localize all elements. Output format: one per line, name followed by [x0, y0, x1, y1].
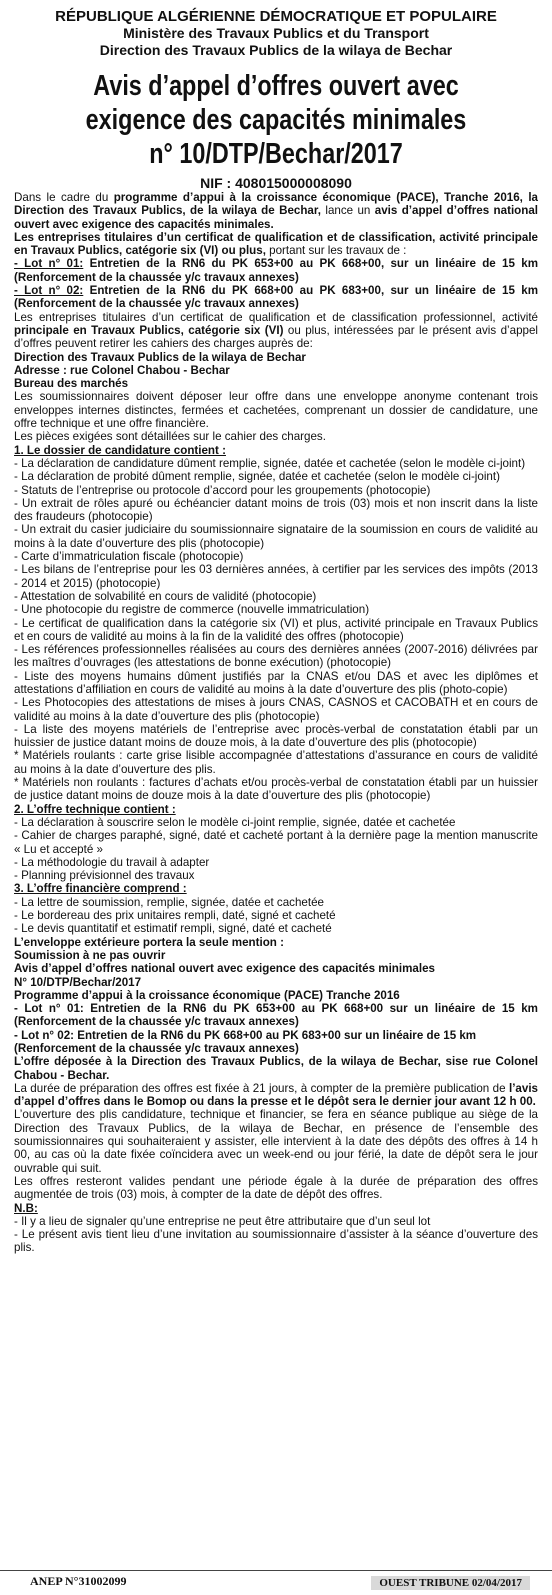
text-span: portant sur les travaux de : [265, 244, 407, 258]
envelope-lot-2-detail: (Renforcement de la chaussée y/c travaux annexes) [14, 1042, 299, 1055]
list-item: - Les références professionnelles réalisées au cours des dernières années (2007-2016) délivrées par les maîtres d’ouvrages (les attestations de bonne exécution) (photocopie) [14, 643, 538, 670]
list-item: - La déclaration de candidature dûment remplie, signée, datée et cachetée (selon le modèle ci-joint) [14, 456, 526, 470]
notice-page [14, 8, 538, 1255]
lot-label: - Lot n° 01: [14, 257, 84, 271]
notice-title [14, 69, 538, 191]
lot-label: - Lot n° 02: [14, 284, 84, 298]
footer [0, 1570, 552, 1595]
address-direction: Direction des Travaux Publics de la wilaya de Bechar [14, 350, 306, 364]
list-item: - La méthodologie du travail à adapter [14, 855, 210, 869]
address-street: Adresse : rue Colonel Chabou - Bechar [14, 363, 230, 377]
section-2-list [14, 816, 538, 882]
list-item: - Planning prévisionnel des travaux [14, 869, 195, 883]
list-item: - Le certificat de qualification dans la catégorie six (VI) et plus, activité principale en Travaux Publics et en cours de validité au moins à la fin de la validité des offres (photocopie) [14, 616, 538, 643]
notice-body [14, 191, 538, 1255]
eligibility-paragraph [14, 231, 538, 258]
section-3-list [14, 896, 538, 936]
title-line-1: Avis d’appel d’offres ouvert avec [93, 70, 459, 102]
list-item: * Matériels roulants : carte grise lisible accompagnée d’attestations d’assurance en cours de validité au moins à la date d’ouverture des plis. [14, 749, 538, 776]
envelope-line-3: N° 10/DTP/Bechar/2017 [14, 975, 142, 989]
text-span: Dans le cadre du [14, 191, 114, 204]
lot-2 [14, 284, 538, 311]
list-item: - Attestation de solvabilité en cours de validité (photocopie) [14, 589, 317, 603]
list-item: - Carte d’immatriculation fiscale (photocopie) [14, 550, 244, 564]
section-1-heading: 1. Le dossier de candidature contient : [14, 443, 226, 457]
envelope-line-4: Programme d’appui à la croissance économique (PACE) Tranche 2016 [14, 988, 400, 1002]
nb-item: - Il y a lieu de signaler qu’une entreprise ne peut être attributaire que d’un seul lot [14, 1214, 431, 1228]
list-item: - Un extrait de rôles apuré ou échéancier datant moins de trois (03) mois et non inscrit dans la liste des fraudeurs (photocopie) [14, 496, 538, 524]
list-item: - Le bordereau des prix unitaires rempli, daté, signé et cacheté [14, 909, 336, 923]
envelope-line-2: Avis d’appel d’offres national ouvert avec exigence des capacités minimales [14, 962, 435, 976]
nb-heading: N.B: [14, 1201, 38, 1215]
text-span: Les entreprises titulaires d’un certificat de qualification et de classification, activité principale en Travaux Publics, catégorie six (VI) ou plus, [14, 230, 538, 258]
list-item: - Un extrait du casier judiciaire du soumissionnaire signataire de la soumission en cours de validité au moins à la date d’ouverture des plis (photocopie) [14, 523, 538, 550]
list-item: - La déclaration à souscrire selon le modèle ci-joint remplie, signée, datée et cachetée [14, 815, 456, 829]
list-item: - La lettre de soumission, remplie, signée, datée et cachetée [14, 895, 324, 909]
deadline-paragraph [14, 1082, 538, 1109]
list-item: - Les bilans de l’entreprise pour les 03 dernières années, à certifier par les services des impôts (2013 - 2014 et 2015) (photocopie) [14, 563, 538, 590]
text-span: principale en Travaux Publics, catégorie six (VI) [14, 323, 284, 337]
nif-number: NIF : 408015000008090 [200, 175, 352, 191]
section-2-heading: 2. L’offre technique contient : [14, 802, 176, 816]
envelope-line-1: Soumission à ne pas ouvrir [14, 948, 166, 962]
lot-text: Entretien de la RN6 du PK 668+00 au PK 683+00, sur un linéaire de 15 km (Renforcement de la chaussée y/c travaux annexes) [14, 284, 539, 311]
section-3-heading: 3. L’offre financière comprend : [14, 882, 187, 896]
deposit-location: L’offre déposée à la Direction des Travaux Publics, de la wilaya de Bechar, sise rue Colonel Chabou - Bechar. [14, 1055, 538, 1082]
text-span: avis d’appel d’offres national ouvert avec exigence des capacités minimales. [14, 204, 538, 231]
publication-source: OUEST TRIBUNE 02/04/2017 [371, 1576, 530, 1590]
opening-paragraph: L’ouverture des plis candidature, technique et financier, se fera en séance publique au siège de la Direction des Travaux Publics, de la wilaya de Bechar, en présence de l’ensemble des soumissionnaires qui souhaiteraient y assister, elle intervient à la date des dépôts des offres à 14 h 00, au cas où la date fixée coïncidera avec un week-end ou jour férié, la date de dépôt sera le jour ouvrable qui suit. [14, 1108, 538, 1175]
envelope-lot-1: - Lot n° 01: Entretien de la RN6 du PK 653+00 au PK 668+00 sur un linéaire de 15 km (Renforcement de la chaussée y/c travaux annexes) [14, 1002, 538, 1029]
text-span: programme d’appui à la croissance économique (PACE), Tranche 2016, la Direction des Travaux Publics, de la wilaya de Bechar, [14, 191, 538, 218]
list-item: - Les Photocopies des attestations de mises à jours CNAS, CASNOS et CACOBATH et en cours de validité au moins à la date d’ouverture des plis (photocopie) [14, 696, 538, 723]
header-republic: RÉPUBLIQUE ALGÉRIENNE DÉMOCRATIQUE ET POPULAIRE [55, 8, 497, 25]
title-line-2: exigence des capacités minimales [85, 104, 467, 136]
list-item: - La déclaration de probité dûment remplie, signée, datée et cachetée (selon le modèle ci-joint) [14, 470, 500, 484]
anep-reference: ANEP N°31002099 [30, 1574, 127, 1588]
lot-1 [14, 257, 538, 284]
withdrawal-paragraph [14, 311, 538, 351]
submission-paragraph: Les soumissionnaires doivent déposer leur offre dans une enveloppe anonyme contenant trois enveloppes internes distinctes, fermées et cachetées, comprenant un dossier de candidature, une offre technique et une offre financière. [14, 390, 538, 431]
list-item: - Liste des moyens humains dûment justifiés par la CNAS et/ou DAS et avec les diplômes et attestations d’affiliation en cours de validité au moins à la date d’ouverture des plis (photo-copie) [14, 669, 538, 696]
validity-paragraph: Les offres resteront valides pendant une période égale à la durée de préparation des offres augmentée de trois (03) mois, à compter de la date de dépôt des offres. [14, 1174, 538, 1202]
text-span: ou plus, intéressées par le présent avis d’appel d’offres peuvent retirer les cahiers des charges auprès de: [14, 323, 538, 351]
section-1-list [14, 457, 538, 803]
envelope-intro: L’enveloppe extérieure portera la seule mention : [14, 935, 284, 949]
envelope-lot-2: - Lot n° 02: Entretien de la RN6 du PK 668+00 au PK 683+00 sur un linéaire de 15 km [14, 1028, 477, 1042]
list-item: - Le devis quantitatif et estimatif rempli, signé, daté et cacheté [14, 922, 332, 936]
text-span: lance un [320, 204, 375, 218]
list-item: - Une photocopie du registre de commerce (nouvelle immatriculation) [14, 603, 370, 617]
text-span: l’avis d’appel d’offres dans le Bomop ou dans la presse et le dépôt sera le dernier jour avant 12 h 00. [14, 1081, 538, 1109]
address-office: Bureau des marchés [14, 377, 129, 391]
list-item: - Cahier de charges paraphé, signé, daté et cacheté portant à la dernière page la mention manuscrite « Lu et accepté » [14, 829, 538, 856]
lot-text: Entretien de la RN6 du PK 653+00 au PK 668+00, sur un linéaire de 15 km (Renforcement de la chaussée y/c travaux annexes) [14, 257, 539, 284]
nb-item: - Le présent avis tient lieu d’une invitation au soumissionnaire d’assister à la séance d’ouverture des plis. [14, 1228, 538, 1255]
header-direction: Direction des Travaux Publics de la wilaya de Bechar [99, 42, 453, 58]
header-ministry: Ministère des Travaux Publics et du Transport [123, 25, 429, 41]
text-span: La durée de préparation des offres est fixée à 21 jours, à compter de la première publication de [14, 1081, 509, 1095]
list-item: - Statuts de l’entreprise ou protocole d’accord pour les groupements (photocopie) [14, 483, 431, 497]
intro-paragraph [14, 191, 538, 231]
list-item: * Matériels non roulants : factures d’achats et/ou procès-verbal de constatation établi par un huissier de justice datant moins de douze mois à la date d’ouverture des plis (photocopie) [14, 776, 538, 803]
title-line-3: n° 10/DTP/Bechar/2017 [149, 138, 403, 170]
header [14, 8, 538, 59]
list-item: - La liste des moyens matériels de l’entreprise avec procès-verbal de constatation établi par un huissier de justice datant moins de douze mois, à la date d’ouverture des plis (photocopie) [14, 722, 538, 750]
documents-note: Les pièces exigées sont détaillées sur le cahier des charges. [14, 430, 326, 444]
text-span: Les entreprises titulaires d’un certificat de qualification et de classification professionnel, activité [14, 310, 538, 324]
